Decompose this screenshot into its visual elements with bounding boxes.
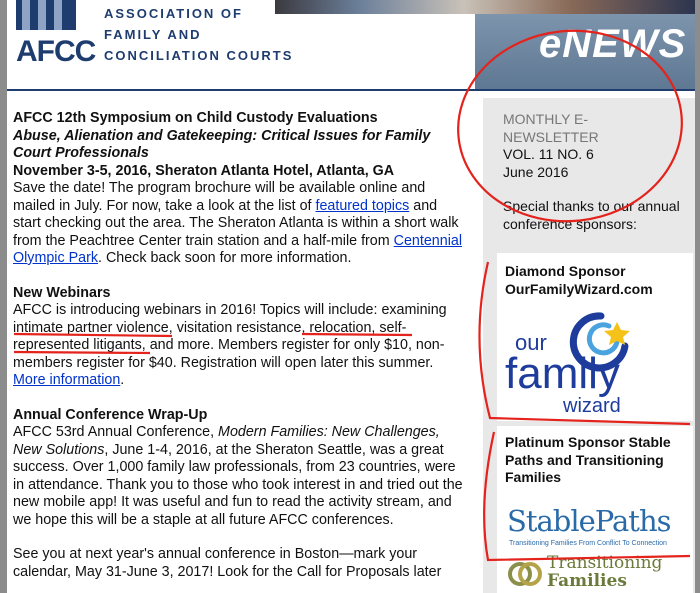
- featured-topics-link[interactable]: featured topics: [315, 197, 410, 214]
- ofw-family: family: [505, 349, 620, 398]
- stablepaths-tagline: Transitioning Families From Conflict To Connection: [509, 540, 667, 547]
- article-title: Annual Conference Wrap-Up: [13, 406, 208, 423]
- newsletter-page: [7, 0, 695, 593]
- ofw-our: our: [515, 330, 547, 355]
- issue-info: [503, 146, 683, 181]
- topic-self-represented: self-represented litigants: [13, 319, 407, 353]
- article-conference-wrapup: [13, 407, 468, 530]
- org-name-line-3: CONCILIATION COURTS: [104, 48, 294, 63]
- centennial-park-link[interactable]: Centennial Olympic Park: [13, 232, 462, 266]
- afcc-logo-text: AFCC: [16, 35, 96, 68]
- volume-number: VOL. 11 NO. 6: [503, 146, 594, 162]
- sidebar: [483, 98, 695, 593]
- transitioning-families-logo[interactable]: [507, 553, 695, 593]
- afcc-logo-mark: [16, 0, 76, 30]
- article-symposium: [13, 110, 468, 268]
- stablepaths-logo[interactable]: [507, 504, 695, 547]
- stablepaths-wordmark: StablePaths: [507, 504, 671, 538]
- article-title: New Webinars: [13, 284, 111, 301]
- sponsor-thanks: Special thanks to our annual conference sponsors:: [503, 198, 680, 232]
- article-subtitle: Abuse, Alienation and Gatekeeping: Critical Issues for Family Court Professionals: [13, 127, 431, 161]
- article-body: Save the date! The program brochure will be available online and mailed in July. For now, take a look at the list of featured topics and start checking out the area. The Sheraton Atlanta is within a short walk from the Peachtree Center train station and a half-mile from Centennial Olympic Park. Check back soon for more information.: [13, 180, 462, 266]
- transitioning-families-wordmark: Transitioning Families: [547, 553, 663, 591]
- diamond-sponsor-box: [497, 253, 693, 421]
- org-name-line-2: FAMILY AND: [104, 27, 202, 42]
- org-name-line-1: ASSOCIATION OF: [104, 6, 243, 21]
- article-body: AFCC 53rd Annual Conference, Modern Families: New Challenges, New Solutions, June 1-4, 2016, at the Sheraton Seattle, was a great success. Over 1,000 family law professionals, from 23 countries, were in attendance. Thank you to those who took interest in and tried out the new mobile app! It was useful and fun to read the activity stream, and we hope this will be a staple at all future AFCC conferences.: [13, 424, 463, 528]
- newsletter-header: [7, 0, 695, 91]
- issue-date: June 2016: [503, 163, 569, 180]
- article-body: See you at next year's annual conference in Boston—mark your calendar, May 31-June 3, 2017! Look for the Call for Proposals later: [13, 546, 442, 580]
- ofw-wizard: wizard: [563, 395, 621, 417]
- platinum-sponsor-box: [497, 426, 693, 593]
- article-title: AFCC 12th Symposium on Child Custody Evaluations: [13, 110, 378, 126]
- diamond-sponsor-heading: Diamond Sponsor OurFamilyWizard.com: [505, 263, 653, 297]
- topic-ipv: intimate partner violence: [13, 319, 169, 336]
- more-information-link[interactable]: More information: [13, 372, 121, 388]
- rings-icon: [507, 556, 543, 592]
- organization-name: [104, 3, 293, 66]
- platinum-sponsor-heading: Platinum Sponsor Stable Paths and Transitioning Families: [505, 434, 671, 485]
- article-webinars: [13, 285, 468, 390]
- ourfamilywizard-logo[interactable]: [505, 308, 685, 418]
- main-content: [13, 110, 468, 581]
- article-boston: [13, 546, 468, 581]
- article-dateline: November 3-5, 2016, Sheraton Atlanta Hotel, Atlanta, GA: [13, 162, 395, 179]
- header-photo-strip: [275, 0, 695, 14]
- header-divider: [7, 89, 695, 91]
- newsletter-label: MONTHLY E-NEWSLETTER: [503, 111, 599, 145]
- enews-title: eNEWS: [539, 22, 687, 66]
- article-body: AFCC is introducing webinars in 2016! Topics will include: examining intimate partner violence, visitation resistance, relocation, self-represented litigants, and more. Members register for only $10, non-members register for $40. Registration will open later this summer. More information.: [13, 302, 447, 388]
